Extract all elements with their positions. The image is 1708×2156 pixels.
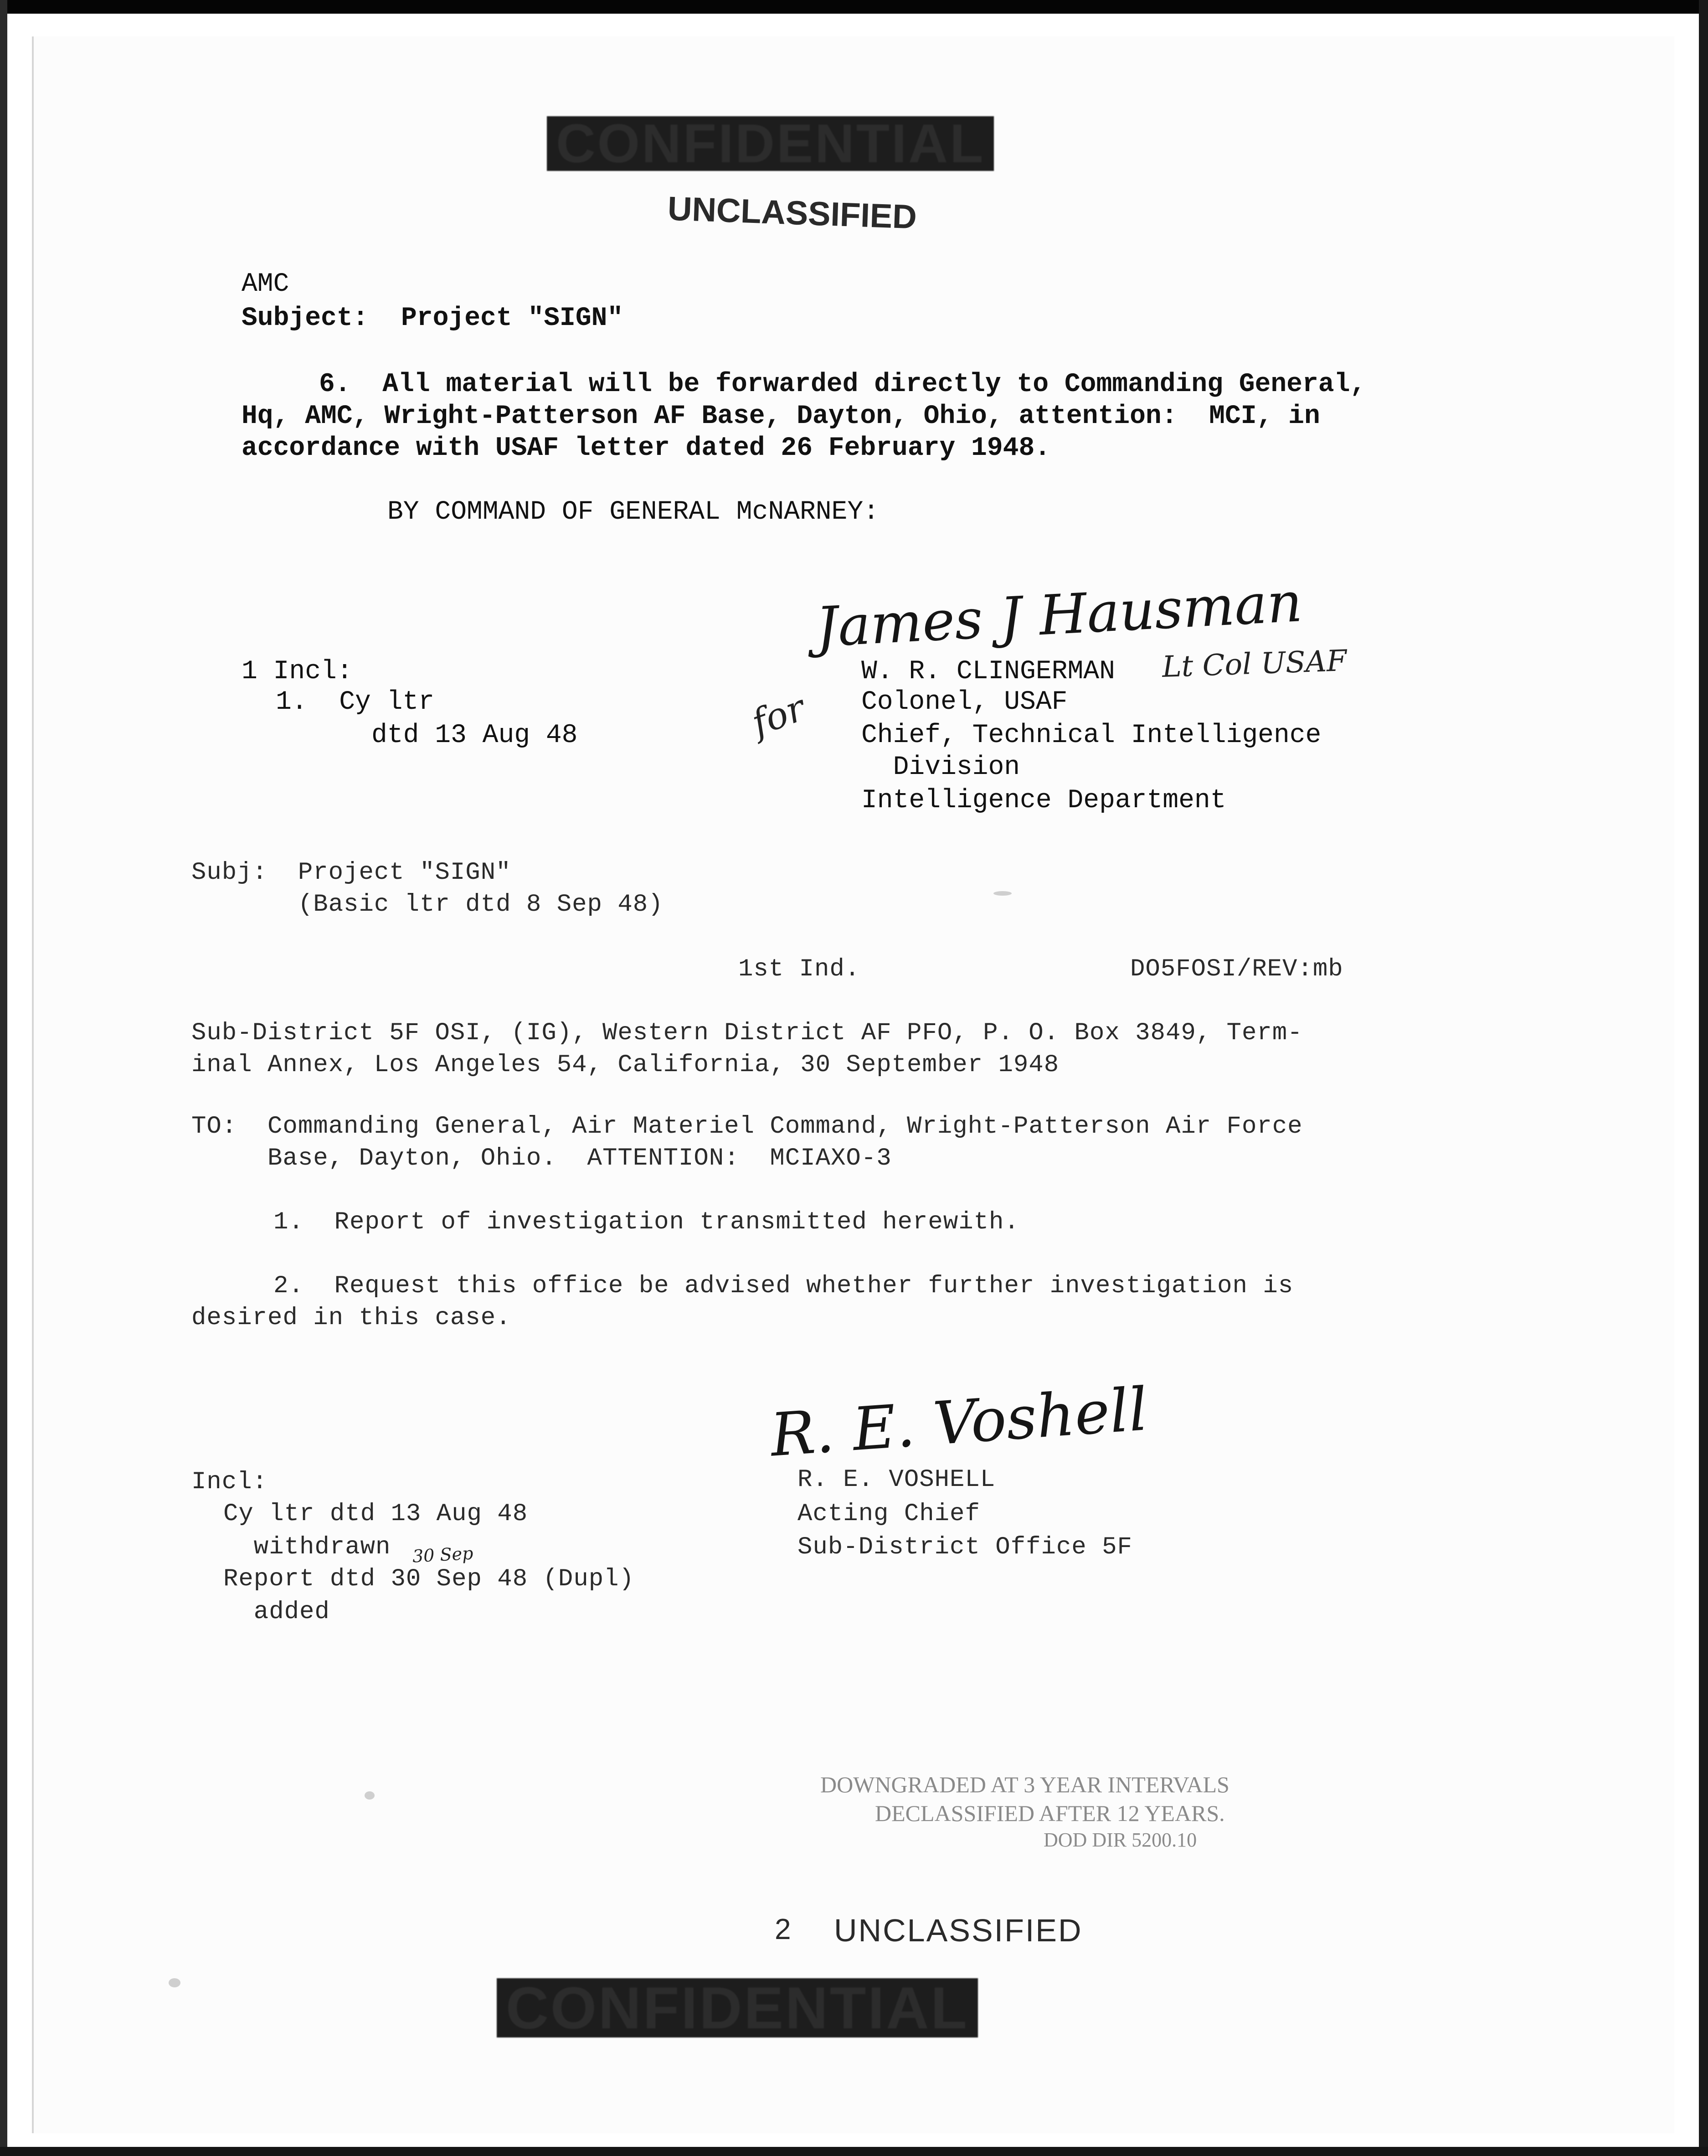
paragraph-6-line-2: Hq, AMC, Wright-Patterson AF Base, Dayton, Ohio, attention: MCI, in bbox=[242, 402, 1320, 431]
scan-speck bbox=[169, 1978, 180, 1987]
second-signer-title-2: Sub-District Office 5F bbox=[797, 1533, 1132, 1561]
indorsement-reference: DO5FOSI/REV:mb bbox=[1130, 955, 1343, 983]
indorsement-number: 1st Ind. bbox=[738, 955, 860, 983]
second-inclosure-line-2: withdrawn bbox=[223, 1533, 391, 1561]
second-handwritten-signature: R. E. Voshell bbox=[768, 1374, 1150, 1470]
downgrade-stamp-line-2: DECLASSIFIED AFTER 12 YEARS. bbox=[875, 1800, 1225, 1826]
endorsement-subject-2: (Basic ltr dtd 8 Sep 48) bbox=[191, 891, 664, 918]
top-confidential-stamp: CONFIDENTIAL bbox=[547, 116, 994, 171]
subject-label: Subject: bbox=[242, 304, 369, 333]
from-line-1: Sub-District 5F OSI, (IG), Western District AF PFO, P. O. Box 3849, Term- bbox=[191, 1019, 1303, 1047]
paragraph-6-line-1: 6. All material will be forwarded directly to Commanding General, bbox=[319, 370, 1366, 399]
second-inclosure-line-4: added bbox=[223, 1598, 330, 1626]
bottom-confidential-stamp: CONFIDENTIAL bbox=[497, 1978, 978, 2037]
first-signer-name: W. R. CLINGERMAN bbox=[861, 657, 1115, 686]
first-handwritten-signature: James J Hausman bbox=[814, 571, 1304, 660]
second-inclosure-line-1: Cy ltr dtd 13 Aug 48 bbox=[223, 1500, 528, 1528]
page-number: 2 bbox=[775, 1913, 791, 1945]
scan-frame-left bbox=[0, 0, 7, 2156]
scan-speck bbox=[365, 1791, 375, 1800]
to-line-1: TO: Commanding General, Air Materiel Command, Wright-Patterson Air Force bbox=[191, 1113, 1303, 1140]
first-inclosure-item: 1. Cy ltr bbox=[276, 687, 435, 717]
second-inclosure-label: Incl: bbox=[191, 1468, 268, 1496]
for-mark: for bbox=[746, 686, 811, 745]
second-signer-title-1: Acting Chief bbox=[797, 1500, 980, 1528]
first-signer-title-3: Division bbox=[861, 753, 1020, 782]
first-inclosure-label: 1 Incl: bbox=[242, 657, 353, 686]
scan-frame-bottom bbox=[0, 2147, 1708, 2156]
downgrade-stamp-line-1: DOWNGRADED AT 3 YEAR INTERVALS bbox=[820, 1772, 1230, 1797]
downgrade-stamp-line-3: DOD DIR 5200.10 bbox=[1044, 1829, 1197, 1851]
subject-value: Project "SIGN" bbox=[401, 304, 623, 333]
document-page bbox=[32, 36, 1674, 2133]
signature-annotation: Lt Col USAF bbox=[1161, 644, 1348, 685]
from-line-2: inal Annex, Los Angeles 54, California, 30 September 1948 bbox=[191, 1051, 1060, 1079]
first-signer-title-2: Chief, Technical Intelligence bbox=[861, 721, 1322, 750]
header-org: AMC bbox=[242, 269, 289, 299]
item-1: 1. Report of investigation transmitted herewith. bbox=[273, 1208, 1019, 1236]
scan-frame-top bbox=[0, 0, 1708, 14]
to-line-2: Base, Dayton, Ohio. ATTENTION: MCIAXO-3 bbox=[191, 1145, 892, 1172]
scan-frame-right bbox=[1699, 0, 1708, 2156]
first-inclosure-date: dtd 13 Aug 48 bbox=[371, 721, 578, 750]
first-signer-title-4: Intelligence Department bbox=[861, 786, 1226, 815]
command-line: BY COMMAND OF GENERAL McNARNEY: bbox=[387, 497, 879, 527]
scan-speck bbox=[993, 891, 1012, 896]
item-2-line-1: 2. Request this office be advised whether further investigation is bbox=[273, 1272, 1294, 1300]
paragraph-6-line-3: accordance with USAF letter dated 26 February 1948. bbox=[242, 433, 1051, 463]
bottom-unclassified-stamp: UNCLASSIFIED bbox=[834, 1913, 1083, 1948]
endorsement-subject-1: Subj: Project "SIGN" bbox=[191, 859, 511, 887]
first-signer-title-1: Colonel, USAF bbox=[861, 687, 1068, 717]
item-2-line-2: desired in this case. bbox=[191, 1304, 511, 1332]
top-unclassified-stamp: UNCLASSIFIED bbox=[667, 189, 918, 236]
second-signer-name: R. E. VOSHELL bbox=[797, 1466, 996, 1494]
second-inclosure-line-3: Report dtd 30 Sep 48 (Dupl) bbox=[223, 1565, 634, 1593]
handwritten-inclosure-date: 30 Sep bbox=[412, 1543, 474, 1567]
